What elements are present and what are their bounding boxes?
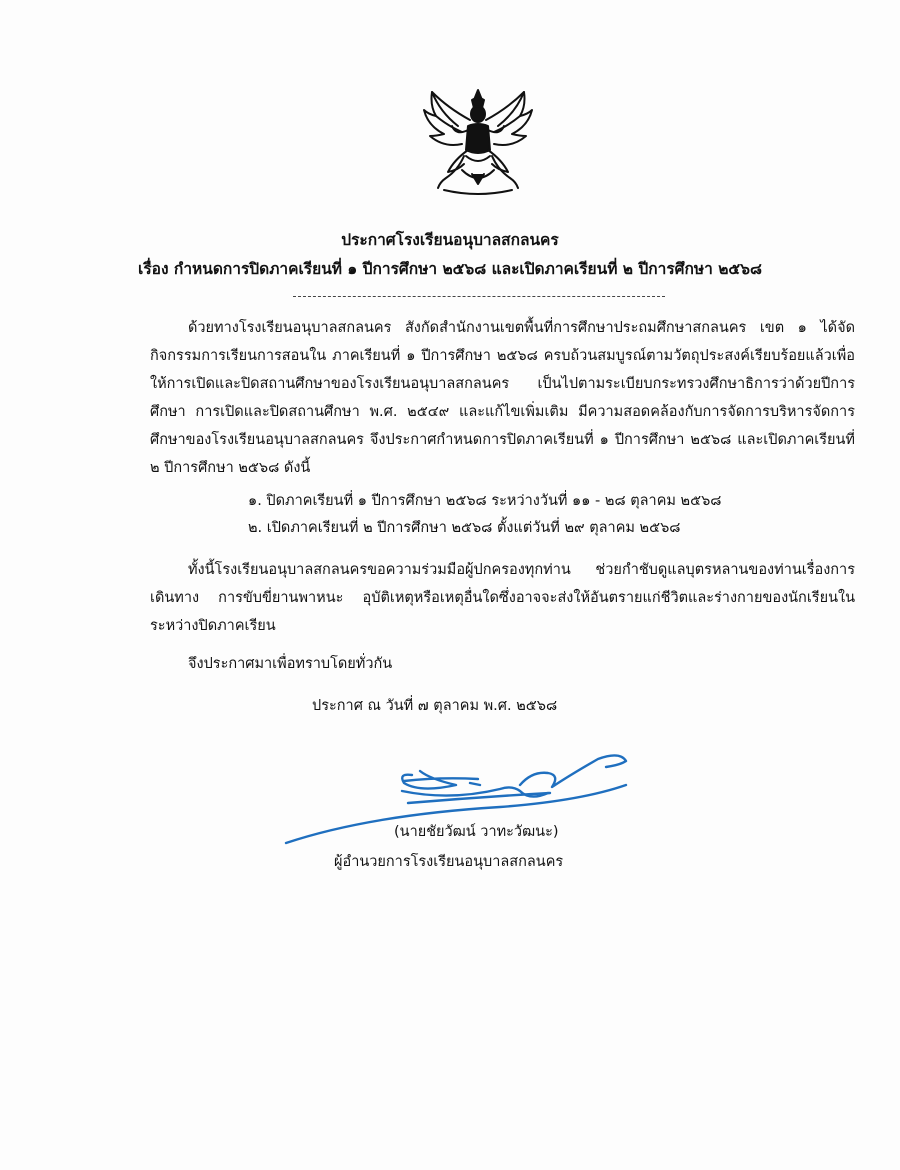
body-paragraph-1: ด้วยทางโรงเรียนอนุบาลสกลนคร สังกัดสำนักงานเขตพื้นที่การศึกษาประถมศึกษาสกลนคร เขต ๑ ได้จัดกิจกรรมการเรียนการสอนใน ภาคเรียนที่ ๑ ปีการศึกษา ๒๕๖๘ ครบถ้วนสมบูรณ์ตามวัตถุประสงค์เรียบร้อยแล้วเพื่อให้การเปิดและปิดสถานศึกษาของโรงเรียนอนุบาลสกลนคร เป็นไปตามระเบียบกระทรวงศึกษาธิการว่าด้วยปีการศึกษา การเปิดและปิดสถานศึกษา พ.ศ. ๒๕๔๙ และแก้ไขเพิ่มเติม มีความสอดคล้องกับการจัดการบริหารจัดการศึกษาของโรงเรียนอนุบาลสกลนคร จึงประกาศกำหนดการปิดภาคเรียนที่ ๑ ปีการศึกษา ๒๕๖๘ และเปิดภาคเรียนที่ ๒ ปีการศึกษา ๒๕๖๘ ดังนี้ — [150, 320, 855, 476]
title-divider — [293, 296, 665, 297]
signer-position: ผู้อำนวยการโรงเรียนอนุบาลสกลนคร — [334, 854, 564, 870]
announcement-date: ประกาศ ณ วันที่ ๗ ตุลาคม พ.ศ. ๒๕๖๘ — [312, 698, 558, 714]
garuda-emblem-icon — [418, 86, 538, 198]
announcement-title: ประกาศโรงเรียนอนุบาลสกลนคร — [341, 231, 559, 249]
schedule-item-open: ๒. เปิดภาคเรียนที่ ๒ ปีการศึกษา ๒๕๖๘ ตั้งแต่วันที่ ๒๙ ตุลาคม ๒๕๖๘ — [248, 520, 681, 536]
signer-name: (นายชัยวัฒน์ วาทะวัฒนะ) — [394, 824, 559, 840]
announcement-subject: เรื่อง กำหนดการปิดภาคเรียนที่ ๑ ปีการศึกษา ๒๕๖๘ และเปิดภาคเรียนที่ ๒ ปีการศึกษา ๒๕๖๘ — [138, 260, 762, 278]
schedule-item-close: ๑. ปิดภาคเรียนที่ ๑ ปีการศึกษา ๒๕๖๘ ระหว่างวันที่ ๑๑ - ๒๘ ตุลาคม ๒๕๖๘ — [248, 493, 722, 509]
closing-statement: จึงประกาศมาเพื่อทราบโดยทั่วกัน — [188, 656, 393, 672]
body-paragraph-2: ทั้งนี้โรงเรียนอนุบาลสกลนครขอความร่วมมือผู้ปกครองทุกท่าน ช่วยกำชับดูแลบุตรหลานของท่านเรื่องการเดินทาง การขับขี่ยานพาหนะ อุบัติเหตุหรือเหตุอื่นใดซึ่งอาจจะส่งให้อันตรายแก่ชีวิตและร่างกายของนักเรียนในระหว่างปิดภาคเรียน — [150, 562, 855, 634]
